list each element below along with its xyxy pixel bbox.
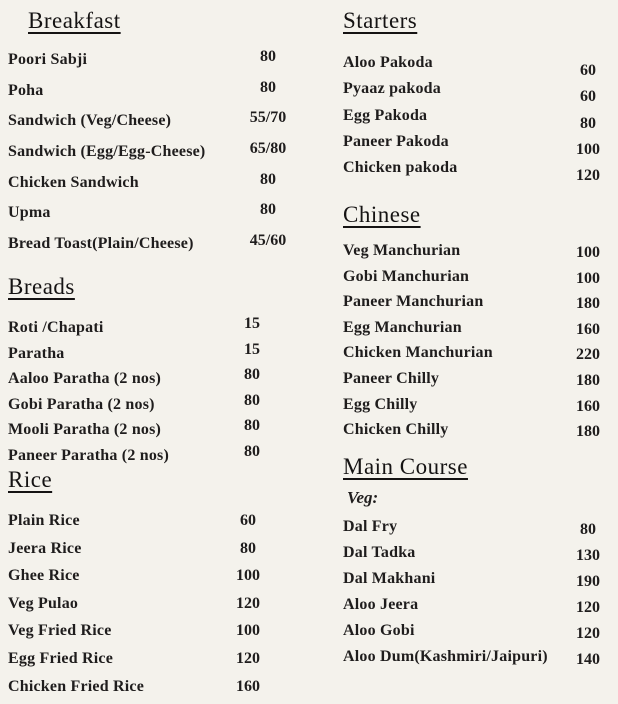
item-price: 140 [576, 651, 600, 668]
menu-item-row [8, 539, 310, 567]
menu-item-row [8, 142, 310, 173]
menu-item-row [8, 50, 310, 81]
section-rows [8, 315, 310, 471]
menu-item-row [8, 170, 310, 204]
subsection-label-veg: Veg: [347, 488, 379, 507]
menu-item-row [343, 343, 611, 369]
section-title-breakfast: Breakfast [28, 8, 121, 33]
menu-item-row [343, 395, 611, 421]
item-name: Jeera Rice [8, 539, 82, 557]
item-price: 120 [576, 167, 600, 185]
item-price: 65/80 [249, 140, 287, 158]
section-title-breads: Breads [8, 274, 75, 299]
item-price: 80 [260, 201, 276, 219]
item-name: Paneer Paratha (2 nos) [8, 446, 169, 464]
item-price: 100 [576, 140, 600, 158]
item-name: Ghee Rice [8, 567, 80, 585]
menu-item-row [8, 203, 310, 234]
section-title-main-course: Main Course [343, 454, 468, 479]
item-price: 100 [576, 244, 600, 261]
section-rows [343, 517, 611, 673]
item-price: 100 [576, 269, 600, 287]
section-rice [8, 465, 310, 704]
item-name: Sandwich (Veg/Cheese) [8, 112, 172, 130]
item-price: 60 [580, 88, 596, 106]
item-name: Veg Pulao [8, 594, 79, 612]
item-price: 180 [576, 295, 600, 313]
item-name: Chicken Fried Rice [8, 677, 145, 695]
item-name: Aloo Dum(Kashmiri/Jaipuri) [343, 648, 548, 665]
item-price: 80 [244, 417, 260, 434]
menu-item-row [343, 292, 611, 318]
section-starters [343, 6, 611, 184]
section-rows [8, 511, 310, 704]
menu-item-row [343, 595, 611, 621]
menu-item-row [8, 78, 310, 112]
item-name: Bread Toast(Plain/Cheese) [8, 235, 194, 253]
item-price: 60 [580, 62, 596, 79]
item-name: Chicken Chilly [343, 421, 449, 439]
menu-item-row [343, 241, 611, 267]
menu-item-row [343, 267, 611, 293]
menu-item-row [343, 543, 611, 569]
section-title-chinese: Chinese [343, 202, 421, 227]
menu-item-row [343, 53, 611, 79]
section-breakfast [8, 6, 310, 265]
item-name: Poha [8, 81, 44, 99]
menu-item-row [343, 369, 611, 395]
menu-item-row [8, 511, 310, 539]
item-name: Egg Chilly [343, 395, 418, 413]
item-price: 160 [576, 320, 600, 338]
item-price: 120 [236, 594, 260, 612]
menu-item-row [343, 569, 611, 595]
item-name: Veg Fried Rice [8, 622, 112, 640]
menu-item-row [343, 621, 611, 647]
item-price: 60 [240, 512, 256, 529]
item-price: 190 [576, 573, 600, 590]
item-name: Chicken pakoda [343, 159, 458, 177]
item-price: 180 [576, 423, 600, 441]
item-price: 80 [244, 442, 260, 460]
item-name: Roti /Chapati [8, 319, 104, 336]
item-price: 80 [260, 170, 276, 188]
item-name: Dal Tadka [343, 544, 416, 561]
section-title-rice: Rice [8, 467, 53, 492]
item-name: Gobi Paratha (2 nos) [8, 395, 155, 413]
menu-item-row [8, 649, 310, 677]
item-price: 15 [244, 340, 260, 358]
item-name: Paratha [8, 344, 65, 362]
item-price: 120 [576, 599, 600, 616]
section-breads [8, 272, 310, 471]
item-price: 80 [244, 366, 260, 383]
menu-item-row [8, 566, 310, 594]
section-main-course [343, 452, 611, 673]
item-price: 80 [240, 539, 256, 557]
item-price: 80 [260, 78, 276, 96]
item-price: 160 [576, 397, 600, 415]
item-price: 120 [236, 649, 260, 667]
item-price: 100 [236, 622, 260, 640]
item-name: Dal Fry [343, 518, 398, 535]
item-name: Egg Pakoda [343, 106, 428, 124]
item-name: Chicken Sandwich [8, 173, 139, 191]
item-name: Aloo Gobi [343, 622, 415, 639]
menu-item-row [343, 79, 611, 105]
menu-item-row [343, 517, 611, 543]
item-name: Egg Manchurian [343, 318, 462, 336]
item-name: Upma [8, 204, 51, 222]
item-price: 130 [576, 547, 600, 564]
menu-item-row [343, 420, 611, 446]
item-name: Aloo Jeera [343, 596, 419, 613]
item-price: 180 [576, 371, 600, 389]
item-name: Aaloo Paratha (2 nos) [8, 370, 162, 387]
section-rows [343, 53, 611, 184]
item-name: Mooli Paratha (2 nos) [8, 421, 162, 438]
section-rows [343, 241, 611, 446]
item-name: Paneer Pakoda [343, 132, 449, 150]
menu-item-row [343, 647, 611, 673]
item-price: 80 [244, 391, 260, 409]
item-price: 160 [236, 677, 260, 695]
item-name: Dal Makhani [343, 570, 436, 587]
section-title-starters: Starters [343, 8, 418, 33]
item-name: Pyaaz pakoda [343, 80, 441, 98]
item-name: Chicken Manchurian [343, 344, 493, 362]
item-name: Plain Rice [8, 512, 80, 529]
menu-item-row [343, 132, 611, 158]
item-price: 45/60 [249, 232, 287, 250]
menu-item-row [8, 111, 310, 142]
item-name: Veg Manchurian [343, 242, 461, 259]
item-price: 80 [580, 521, 596, 538]
item-price: 120 [576, 625, 600, 642]
item-name: Egg Fried Rice [8, 649, 113, 667]
item-name: Gobi Manchurian [343, 267, 470, 285]
menu-item-row [343, 106, 611, 132]
item-name: Aloo Pakoda [343, 54, 433, 71]
menu-item-row [8, 621, 310, 649]
menu-item-row [8, 234, 310, 265]
item-price: 220 [576, 346, 600, 364]
item-name: Paneer Manchurian [343, 293, 484, 311]
section-chinese [343, 200, 611, 446]
item-price: 80 [260, 48, 276, 65]
item-price: 80 [580, 114, 596, 132]
menu-item-row [343, 158, 611, 184]
item-price: 100 [236, 567, 260, 585]
menu-item-row [343, 318, 611, 344]
item-name: Sandwich (Egg/Egg-Cheese) [8, 143, 206, 161]
item-price: 15 [244, 315, 260, 332]
item-price: 55/70 [249, 109, 287, 127]
menu-item-row [8, 594, 310, 622]
item-name: Paneer Chilly [343, 369, 440, 387]
item-name: Poori Sabji [8, 51, 88, 68]
section-rows [8, 50, 310, 265]
